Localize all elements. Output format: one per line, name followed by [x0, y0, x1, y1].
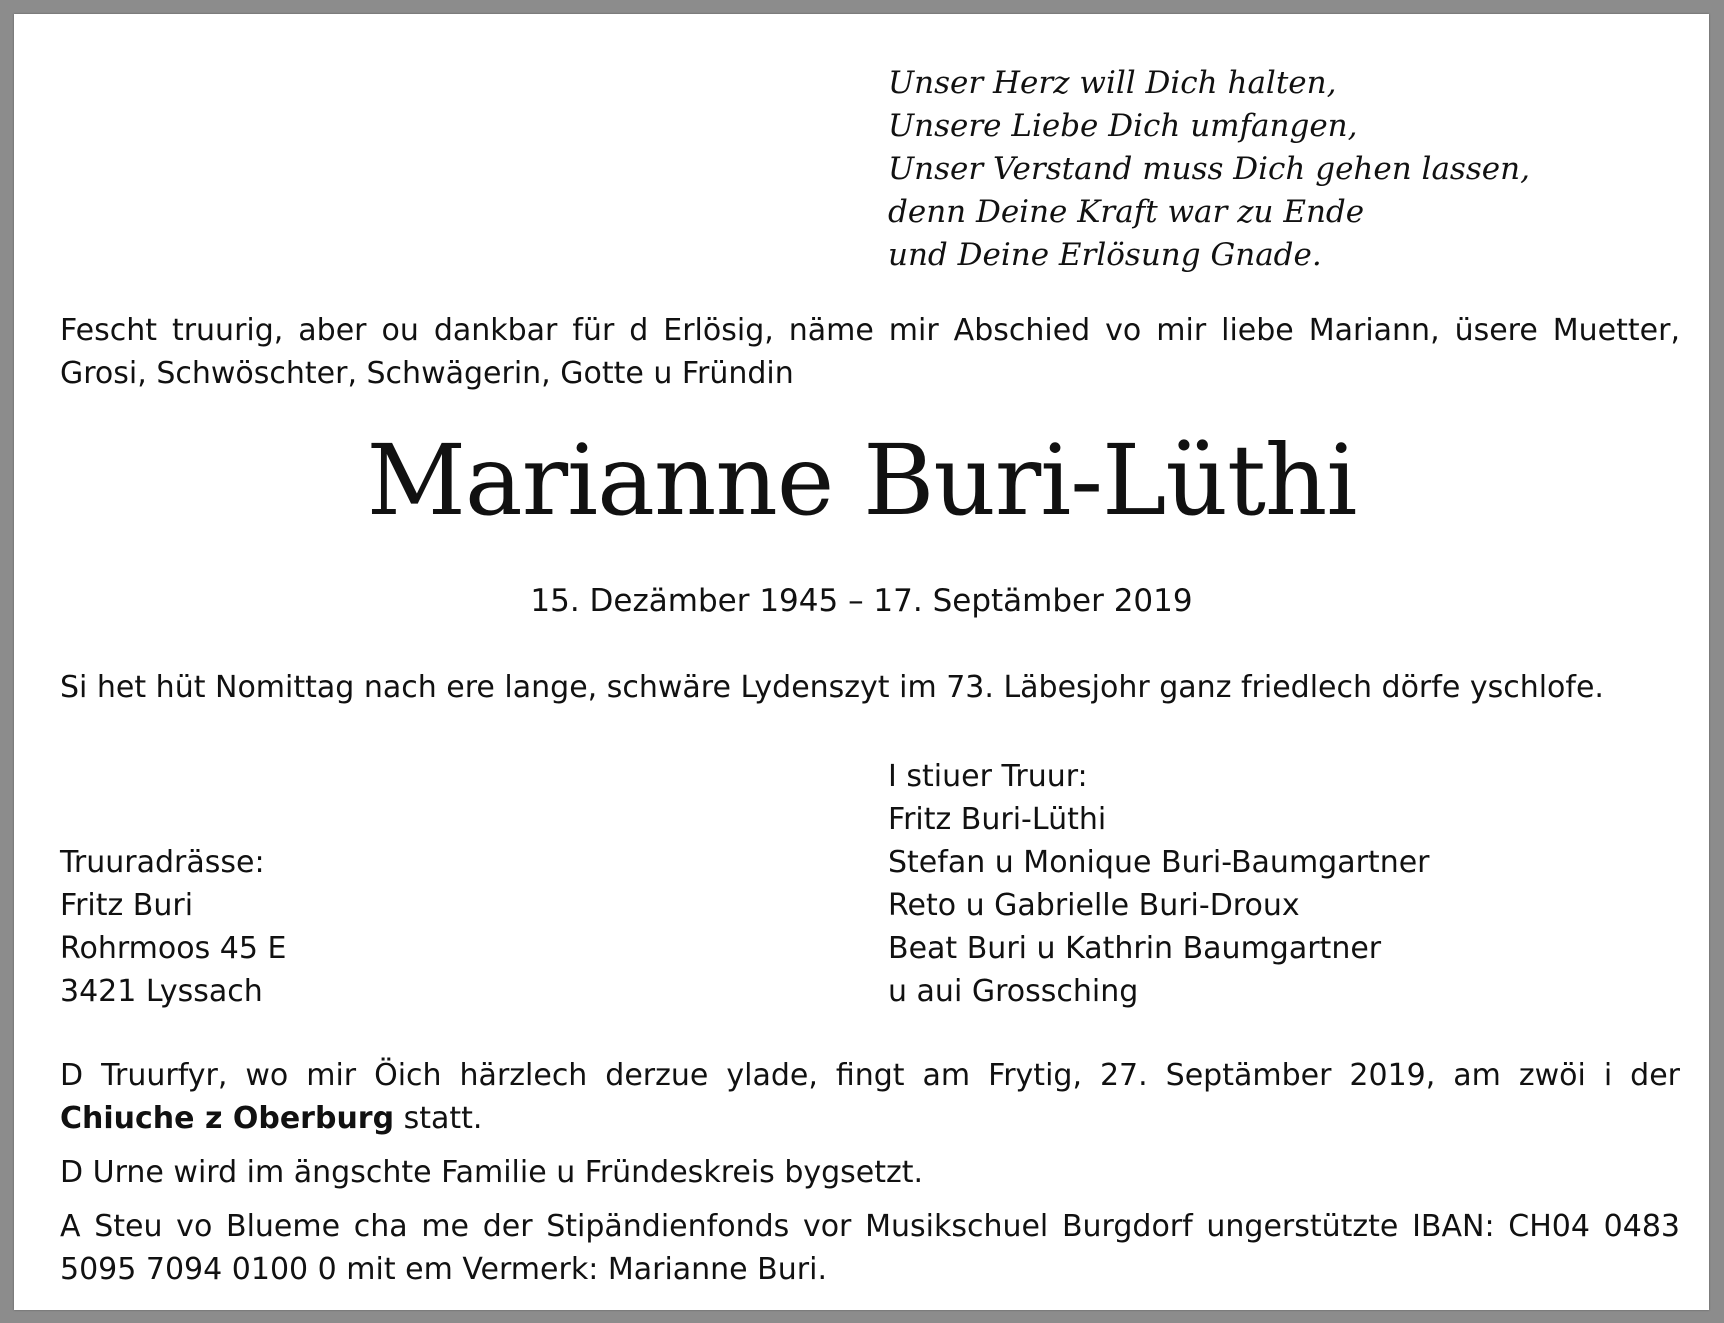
intro-text: Fescht truurig, aber ou dankbar für d Erlösig, näme mir Abschied vo mir liebe Mariann, üsere Muetter, Grosi, Schwöschter, Schwägerin, Gotte u Fründin — [60, 313, 1680, 391]
poem-line: Unsere Liebe Dich umfangen, — [888, 108, 1358, 144]
urn-paragraph: D Urne wird im ängschte Familie u Fründeskreis bygsetzt. — [60, 1155, 924, 1190]
address-line: 3421 Lyssach — [60, 974, 263, 1009]
ceremony-text-end: statt. — [403, 1101, 483, 1136]
address-line: Fritz Buri — [60, 888, 194, 923]
mourners-heading: I stiuer Truur: — [888, 759, 1088, 794]
mourner-name: Beat Buri u Kathrin Baumgartner — [888, 931, 1382, 966]
mourner-name: Stefan u Monique Buri-Baumgartner — [888, 845, 1430, 880]
mourner-name: Reto u Gabrielle Buri-Droux — [888, 888, 1300, 923]
ceremony-paragraph — [60, 1054, 1680, 1140]
donation-paragraph: A Steu vo Blueme cha me der Stipändienfonds vor Musikschuel Burgdorf ungerstützte IBAN: CH04 0483 5095 7094 0100 0 mit em Vermerk: Marianne Buri. — [60, 1209, 1680, 1287]
passing-text: Si het hüt Nomittag nach ere lange, schwäre Lydenszyt im 73. Läbesjohr ganz friedlech dörfe yschlofe. — [60, 670, 1604, 705]
obituary-card — [14, 14, 1709, 1310]
poem-line: Unser Herz will Dich halten, — [888, 65, 1337, 101]
mourner-name: Fritz Buri-Lüthi — [888, 802, 1107, 837]
poem-line: Unser Verstand muss Dich gehen lassen, — [888, 151, 1530, 187]
mourners-list — [888, 755, 1430, 1013]
ceremony-text: D Truurfyr, wo mir Öich härzlech derzue ylade, fingt am Frytig, 27. Septämber 2019, am zwöi i der — [60, 1058, 1680, 1093]
address-line: Rohrmoos 45 E — [60, 931, 287, 966]
mourning-address — [60, 841, 286, 1013]
address-heading: Truuradrässe: — [60, 845, 265, 880]
ceremony-location: Chiuche z Oberburg — [60, 1101, 395, 1136]
life-dates: 15. Dezämber 1945 – 17. Septämber 2019 — [530, 583, 1193, 619]
poem-line: und Deine Erlösung Gnade. — [888, 237, 1322, 273]
service-info — [60, 1054, 1680, 1291]
poem — [888, 62, 1530, 277]
deceased-name: Marianne Buri-Lüthi — [366, 424, 1357, 537]
mourner-name: u aui Grossching — [888, 974, 1139, 1009]
poem-line: denn Deine Kraft war zu Ende — [888, 194, 1365, 230]
